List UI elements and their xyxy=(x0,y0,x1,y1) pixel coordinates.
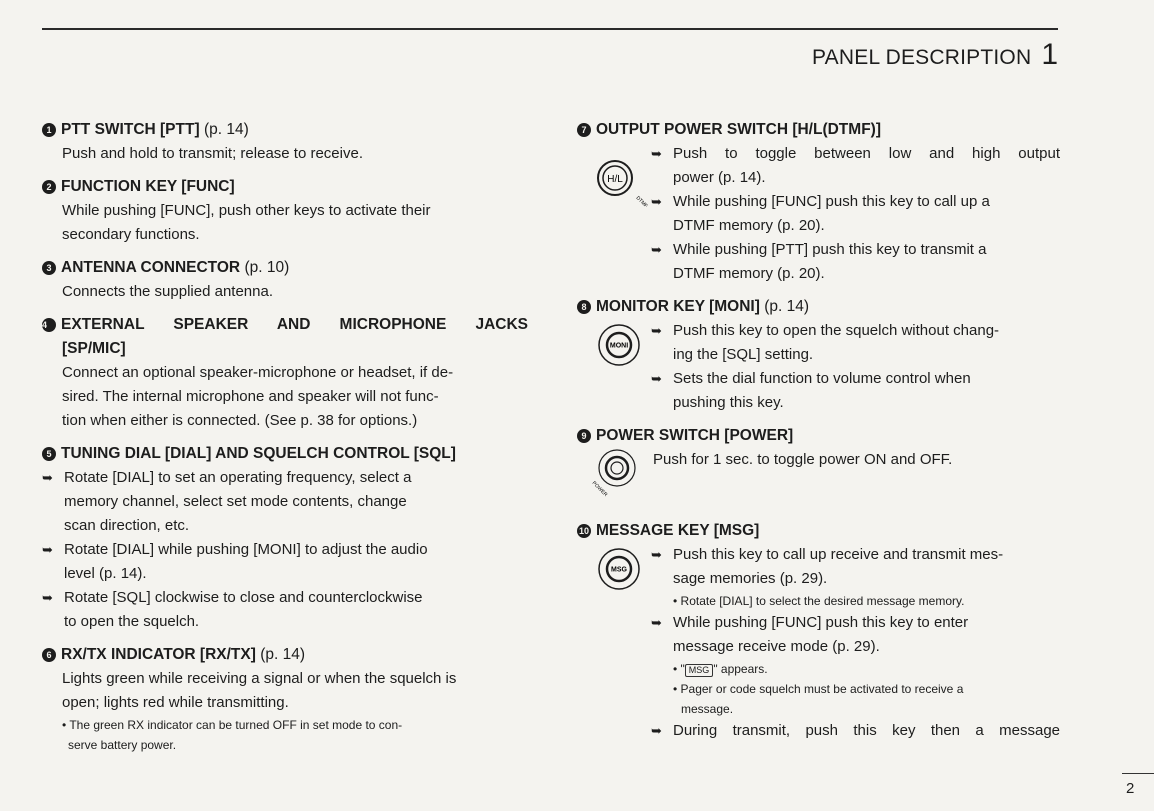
svg-text:H/L: H/L xyxy=(607,174,623,185)
arrow-icon: ➥ xyxy=(42,470,53,485)
svg-text:DTMF: DTMF xyxy=(634,195,649,210)
right-column xyxy=(577,118,1060,752)
bullet: ➥ While pushing [FUNC] push this key to enter message receive mode (p. 29). xyxy=(651,611,1060,659)
bullet: ➥ During transmit, push this key then a message xyxy=(651,719,1060,743)
arrow-icon: ➥ xyxy=(42,590,53,605)
footer-rule xyxy=(1122,773,1154,774)
note: • The green RX indicator can be turned OFF in set mode to con- xyxy=(62,718,403,732)
bullet: ➥ While pushing [PTT] push this key to transmit a DTMF memory (p. 20). xyxy=(651,238,1060,286)
arrow-icon: ➥ xyxy=(651,194,662,209)
power-key-icon xyxy=(585,444,641,500)
arrow-icon: ➥ xyxy=(651,146,662,161)
item-rxtx-indicator: 6 RX/TX INDICATOR [RX/TX] (p. 14) Lights green while receiving a signal or when the squelch is open; lights red while transmitting. • The green RX indicator can be turned OFF in set mode to con- serve battery power. xyxy=(42,643,528,755)
bullet: ➥ Push this key to call up receive and transmit mes- sage memories (p. 29). xyxy=(651,543,1060,591)
arrow-icon: ➥ xyxy=(651,547,662,562)
left-column xyxy=(42,118,528,764)
arrow-icon: ➥ xyxy=(651,371,662,386)
item-number: 2 xyxy=(42,180,56,194)
item-number: 8 xyxy=(577,300,591,314)
page-number: 2 xyxy=(1126,780,1135,797)
bullet: ➥ Rotate [SQL] clockwise to close and counterclockwise to open the squelch. xyxy=(42,586,528,634)
item-number: 7 xyxy=(577,123,591,137)
chapter-number: 1 xyxy=(1041,38,1058,71)
item-number: 1 xyxy=(42,123,56,137)
arrow-icon: ➥ xyxy=(651,723,662,738)
svg-text:MONI: MONI xyxy=(609,342,629,350)
arrow-icon: ➥ xyxy=(651,242,662,257)
note: serve battery power. xyxy=(68,738,177,752)
top-rule xyxy=(42,28,1058,30)
note: • Rotate [DIAL] to select the desired message memory. xyxy=(673,594,965,608)
bullet: ➥ Sets the dial function to volume control when pushing this key. xyxy=(651,367,1060,415)
item-message-key: 10 MESSAGE KEY [MSG] MSG ➥ Push this key to call up receive and transmit mes- sage memories (p. 29). • Rotate [DIAL] to select the desired message memory. ➥ While pushing [FUNC] push this key to enter message receive mode (p. 29). • " MSG " appears. • Pager or code squelch must be activated to receive a message. ➥ During transmit, push this key then a message xyxy=(577,519,1060,743)
bullet: ➥ Push to toggle between low and high output power (p. 14). xyxy=(651,142,1060,190)
msg-key-icon xyxy=(591,541,647,597)
item-function-key: 2 FUNCTION KEY [FUNC] While pushing [FUNC], push other keys to activate their secondary functions. xyxy=(42,175,528,247)
item-external-jacks: 4 EXTERNAL SPEAKER AND MICROPHONE JACKS [SP/MIC] Connect an optional speaker-microphone or headset, if de- sired. The internal microphone and speaker will not func- tion when either is connected. (See p. 38 for options.) xyxy=(42,316,528,429)
item-number: 5 xyxy=(42,447,56,461)
bullet: ➥ While pushing [FUNC] push this key to call up a DTMF memory (p. 20). xyxy=(651,190,1060,238)
item-number: 3 xyxy=(42,261,56,275)
note: • Pager or code squelch must be activated to receive a xyxy=(673,682,964,696)
item-antenna-connector: 3 ANTENNA CONNECTOR (p. 10) Connects the supplied antenna. xyxy=(42,256,528,304)
msg-indicator-icon: MSG xyxy=(685,664,714,677)
moni-key-icon xyxy=(591,317,647,373)
item-number: 9 xyxy=(577,429,591,443)
bullet: ➥ Push this key to open the squelch without chang- ing the [SQL] setting. xyxy=(651,319,1060,367)
arrow-icon: ➥ xyxy=(651,323,662,338)
arrow-icon: ➥ xyxy=(651,615,662,630)
svg-text:POWER: POWER xyxy=(590,480,609,498)
note: message. xyxy=(681,702,734,716)
item-power-switch: 9 POWER SWITCH [POWER] POWER Push for 1 sec. to toggle power ON and OFF. xyxy=(577,424,1060,510)
hl-key-icon xyxy=(591,152,647,208)
item-number: 4 xyxy=(42,318,56,332)
item-number: 10 xyxy=(578,526,589,536)
bullet: ➥ Rotate [DIAL] to set an operating frequency, select a memory channel, select set mode contents, change scan direction, etc. xyxy=(42,466,528,538)
item-number: 6 xyxy=(42,648,56,662)
item-monitor-key: 8 MONITOR KEY [MONI] (p. 14) MONI ➥ Push this key to open the squelch without chang- ing the [SQL] setting. ➥ Sets the dial function to volume control when pushing this key. xyxy=(577,295,1060,415)
item-ptt-switch: 1 PTT SWITCH [PTT] (p. 14) Push and hold to transmit; release to receive. xyxy=(42,118,528,166)
item-output-power-switch: 7 OUTPUT POWER SWITCH [H/L(DTMF)] H/L DTMF ➥ Push to toggle between low and high output power (p. 14). ➥ While pushing [FUNC] push this key to call up a DTMF memory (p. 20). ➥ While pushing [PTT] push this key to transmit a DTMF memory (p. 20). xyxy=(577,118,1060,286)
bullet: ➥ Rotate [DIAL] while pushing [MONI] to adjust the audio level (p. 14). xyxy=(42,538,528,586)
item-tuning-dial: 5 TUNING DIAL [DIAL] AND SQUELCH CONTROL [SQL] ➥ Rotate [DIAL] to set an operating frequency, select a memory channel, select set mode contents, change scan direction, etc. ➥ Rotate [DIAL] while pushing [MONI] to adjust the audio level (p. 14). ➥ Rotate [SQL] clockwise to close and counterclockwise to open the squelch. xyxy=(42,442,528,634)
arrow-icon: ➥ xyxy=(42,542,53,557)
note: • " MSG " appears. xyxy=(673,662,768,676)
section-title: PANEL DESCRIPTION xyxy=(812,46,1032,69)
svg-text:MSG: MSG xyxy=(611,566,627,574)
page-header xyxy=(812,40,1058,70)
